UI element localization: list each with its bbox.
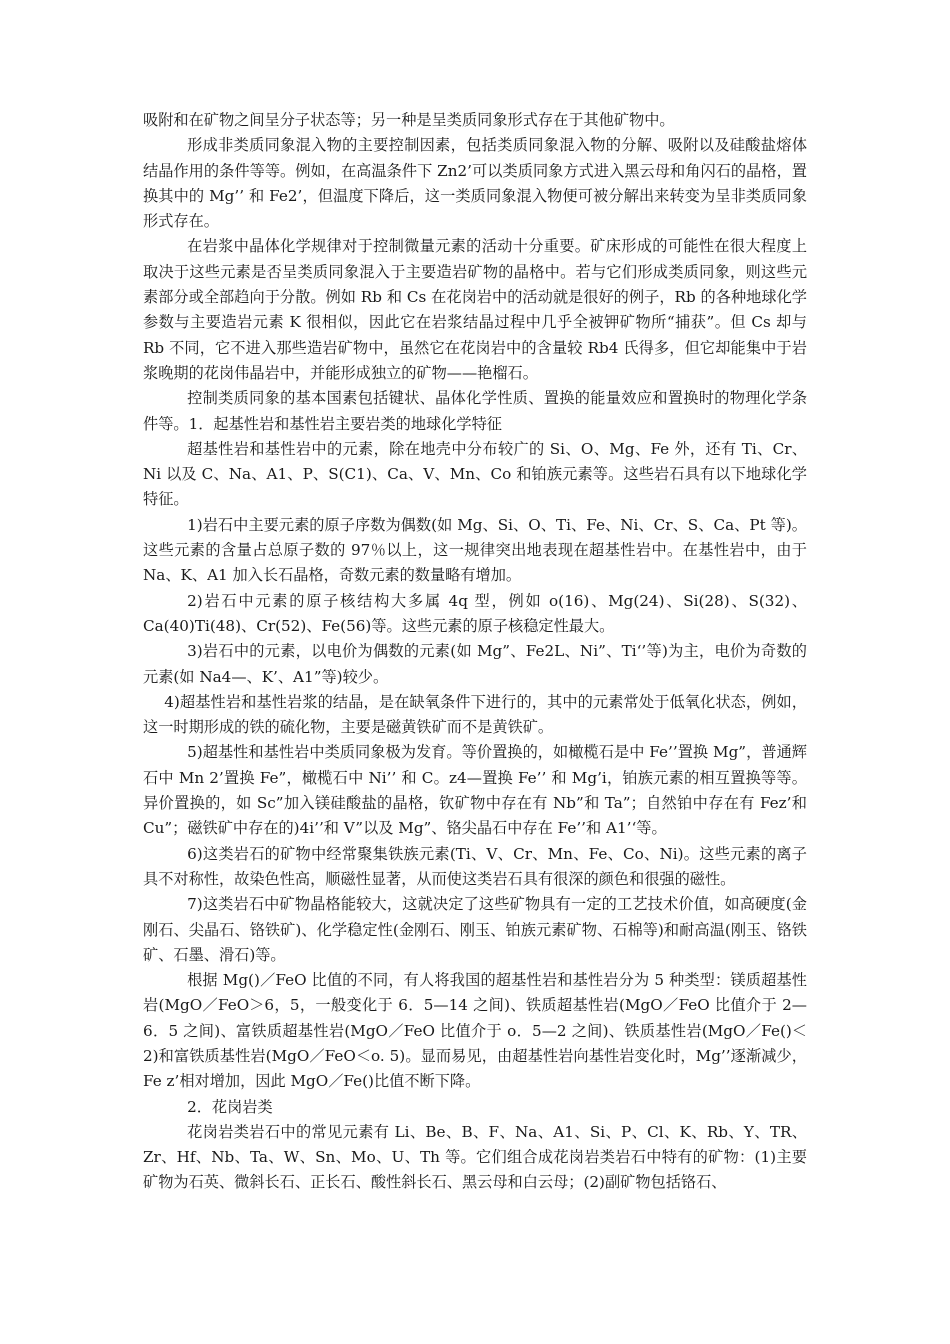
paragraph: 1)岩石中主要元素的原子序数为偶数(如 Mg、Si、O、Ti、Fe、Ni、Cr、S、Ca、Pt 等)。这些元素的含量占总原子数的 97％以上，这一规律突出地表现在超基性岩中。在基性岩中，由于 Na、K、A1 加入长石晶格，奇数元素的数量略有增加。 xyxy=(143,515,807,585)
paragraph: 控制类质同象的基本国素包括键状、晶体化学性质、置换的能量效应和置换时的物理化学条件等。1．起基性岩和基性岩主要岩类的地球化学特征 xyxy=(143,389,807,433)
paragraph: 吸附和在矿物之间呈分子状态等；另一种是呈类质同象形式存在于其他矿物中。 xyxy=(143,111,675,129)
paragraph: 形成非类质同象混入物的主要控制因素，包括类质同象混入物的分解、吸附以及硅酸盐熔体结晶作用的条件等等。例如，在高温条件下 Zn2’可以类质同象方式进入黑云母和角闪石的晶格，置换其中的 Mg’’ 和 Fe2’，但温度下降后，这一类质同象混入物便可被分解出来转变为呈非类质同象形式存在。 xyxy=(143,136,807,231)
paragraph: 3)岩石中的元素，以电价为偶数的元素(如 Mg”、Fe2L、Ni”、Ti‘’等)为主，电价为奇数的元素(如 Na4—、K’、A1”等)较少。 xyxy=(143,642,807,686)
paragraph: 2)岩石中元素的原子核结构大多属 4q 型，例如 o(16)、Mg(24)、Si(28)、S(32)、Ca(40)Ti(48)、Cr(52)、Fe(56)等。这些元素的原子核稳定性最大。 xyxy=(143,591,807,635)
paragraph: 在岩浆中晶体化学规律对于控制微量元素的活动十分重要。矿床形成的可能性在很大程度上取决于这些元素是否呈类质同象混入于主要造岩矿物的晶格中。若与它们形成类质同象，则这些元素部分或全部趋向于分散。例如 Rb 和 Cs 在花岗岩中的活动就是很好的例子，Rb 的各种地球化学参数与主要造岩元素 K 很相似，因此它在岩浆结晶过程中几乎全被钾矿物所“捕获”。但 Cs 却与 Rb 不同，它不进入那些造岩矿物中，虽然它在花岗岩中的含量较 Rb4 氏得多，但它却能集中于岩浆晚期的花岗伟晶岩中，并能形成独立的矿物——艳榴石。 xyxy=(143,237,807,382)
paragraph: 4)超基性岩和基性岩浆的结晶，是在缺氧条件下进行的，其中的元素常处于低氧化状态，例如，这一时期形成的铁的硫化物，主要是磁黄铁矿而不是黄铁矿。 xyxy=(143,692,807,737)
paragraph: 根据 Mg()／FeO 比值的不同，有人将我国的超基性岩和基性岩分为 5 种类型：镁质超基性岩(MgO／FeO＞6，5，一般变化于 6．5—14 之间)、铁质超基性岩(MgO／FeO 比值介于 2—6．5 之间)、富铁质超基性岩(MgO／FeO 比值介于 o．5—2 之间)、铁质基性岩(MgO／Fe()＜2)和富铁质基性岩(MgO／FeO＜o. 5)。显而易见，由超基性岩向基性岩变化时，Mg’’逐渐减少，Fe z’相对增加，因此 MgO／Fe()比值不断下降。 xyxy=(143,971,807,1091)
paragraph: 5)超基性和基性岩中类质同象极为发育。等价置换的，如橄榄石是中 Fe’’置换 Mg”，普通辉石中 Mn 2’置换 Fe”，橄榄石中 Ni’’ 和 C。z4—置换 Fe’’ 和 Mg’i，铂族元素的相互置换等等。异价置换的，如 Sc”加入镁硅酸盐的晶格，钦矿物中存在有 Nb”和 Ta”；自然铂中存在有 Fez’和 Cu”；磁铁矿中存在的)4i’’和 V”以及 Mg”、铬尖晶石中存在 Fe’’和 A1’‘等。 xyxy=(143,743,807,838)
paragraph: 花岗岩类岩石中的常见元素有 Li、Be、B、F、Na、A1、Si、P、Cl、K、Rb、Y、TR、Zr、Hf、Nb、Ta、W、Sn、Mo、U、Th 等。它们组合成花岗岩类岩石中特有的矿物：(1)主要矿物为石英、微斜长石、正长石、酸性斜长石、黑云母和白云母；(2)副矿物包括铬石、 xyxy=(143,1122,807,1192)
paragraph: 超基性岩和基性岩中的元素，除在地壳中分布较广的 Si、O、Mg、Fe 外，还有 Ti、Cr、Ni 以及 C、Na、A1、P、S(C1)、Ca、V、Mn、Co 和铂族元素等。这些岩石具有以下地球化学特征。 xyxy=(143,439,807,509)
section-heading: 2．花岗岩类 xyxy=(187,1097,273,1116)
paragraph: 7)这类岩石中矿物晶格能较大，这就决定了这些矿物具有一定的工艺技术价值，如高硬度(金刚石、尖晶石、铬铁矿)、化学稳定性(金刚石、刚玉、铂族元素矿物、石棉等)和耐高温(刚玉、铬铁矿、石墨、滑石)等。 xyxy=(143,895,807,964)
paragraph: 6)这类岩石的矿物中经常聚集铁族元素(Ti、V、Cr、Mn、Fe、Co、Ni)。这些元素的离子具不对称性，故染色性高，顺磁性显著，从而使这类岩石具有很深的颜色和很强的磁性。 xyxy=(143,844,807,888)
document-body xyxy=(143,108,807,1196)
